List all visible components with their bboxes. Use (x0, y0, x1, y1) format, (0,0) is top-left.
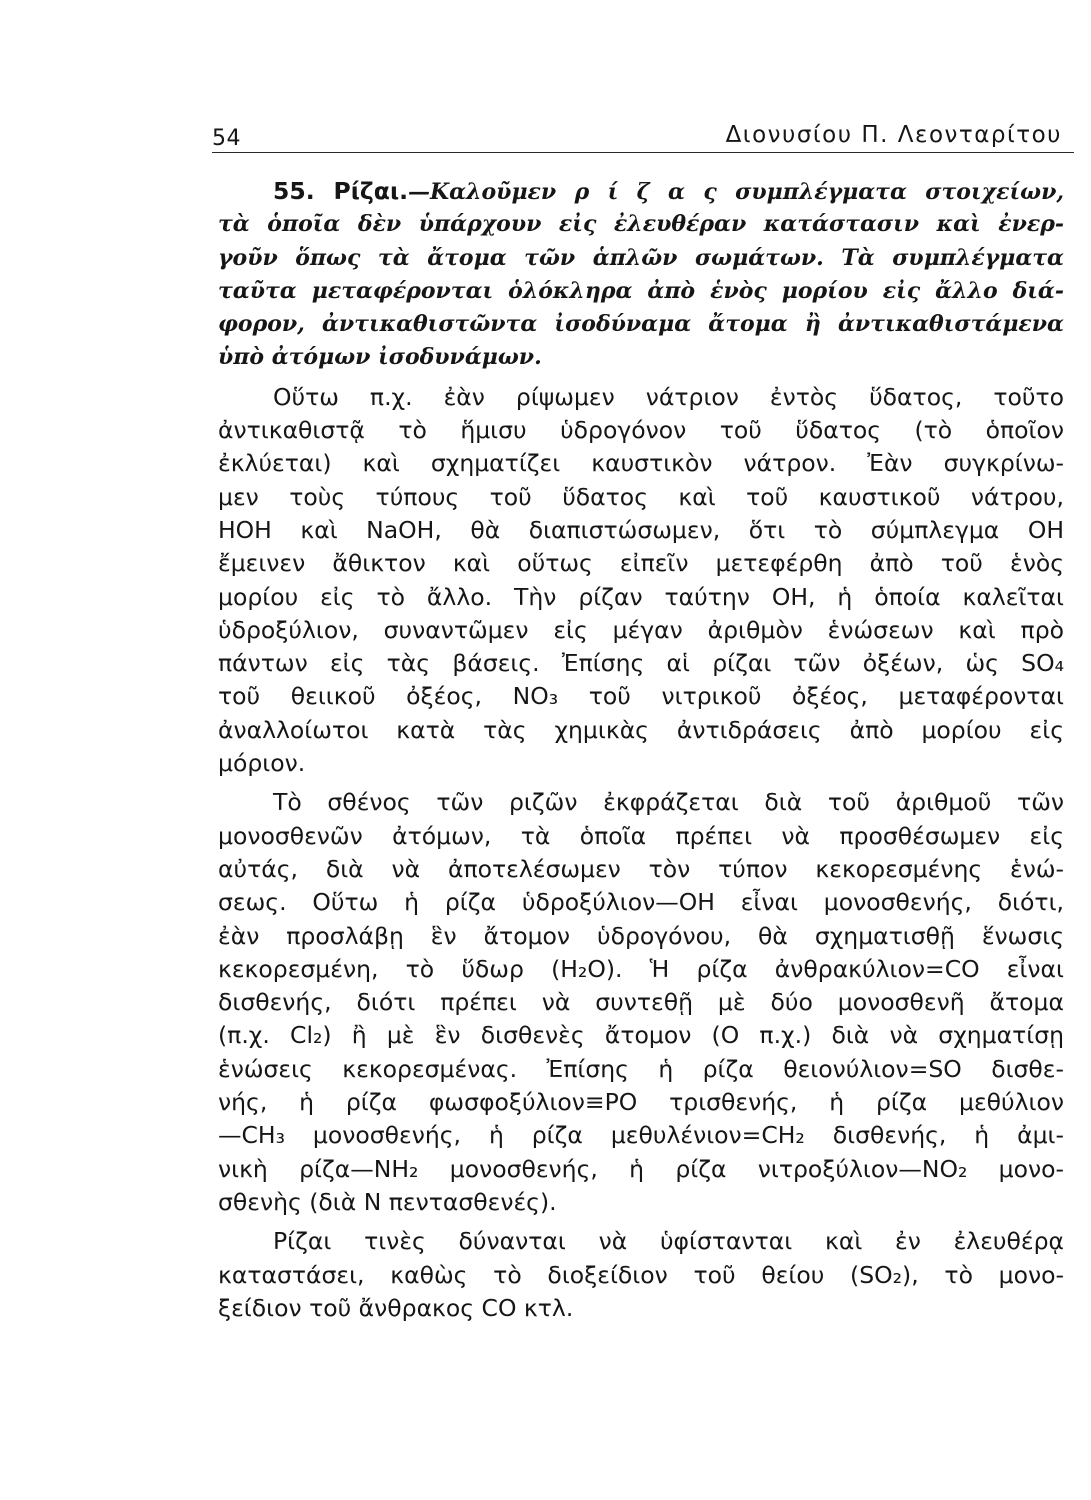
definition-line: ταῦτα μεταφέρονται ὁλόκληρα ἀπὸ ἑνὸς μορίου εἰς ἄλλο διά- (218, 277, 1064, 304)
paragraph-line: μορίου εἰς τὸ ἄλλο. Τὴν ρίζαν ταύτην OH, ἡ ὁποία καλεῖται (218, 582, 1064, 611)
paragraph-line: —CH₃ μονοσθενής, ἡ ρίζα μεθυλένιον=CH₂ δισθενής, ἡ ἀμι- (218, 1121, 1064, 1150)
definition-line: 55. Ρίζαι.—Καλοῦμεν ρ ί ζ α ς συμπλέγματα στοιχείων, (273, 177, 1064, 205)
paragraph-line: σθενὴς (διὰ N πεντασθενές). (218, 1187, 557, 1216)
paragraph-line: ἑνώσεις κεκορεσμένας. Ἐπίσης ἡ ρίζα θειονύλιον=SO δισθε- (218, 1054, 1064, 1083)
section-heading: 55. Ρίζαι. (273, 177, 409, 205)
page-number: 54 (212, 126, 241, 151)
paragraph-line: σεως. Οὕτω ἡ ρίζα ὑδροξύλιον—OH εἶναι μονοσθενής, διότι, (218, 888, 1064, 917)
definition-line: γοῦν ὅπως τὰ ἄτομα τῶν ἁπλῶν σωμάτων. Τὰ συμπλέγματα (218, 244, 1064, 271)
paragraph-line: ξείδιον τοῦ ἄνθρακος CO κτλ. (218, 1293, 574, 1322)
paragraph-line: νικὴ ρίζα—NH₂ μονοσθενής, ἡ ρίζα νιτροξύλιον—NO₂ μονο- (218, 1154, 1064, 1183)
definition-line: ὑπὸ ἀτόμων ἰσοδυνάμων. (218, 344, 542, 371)
paragraph-line: κεκορεσμένη, τὸ ὕδωρ (H₂O). Ἡ ρίζα ἀνθρακύλιον=CO εἶναι (218, 954, 1064, 983)
paragraph-line: πάντων εἰς τὰς βάσεις. Ἐπίσης αἱ ρίζαι τῶν ὀξέων, ὡς SO₄ (218, 649, 1064, 678)
paragraph-line: νής, ἡ ρίζα φωσφοξύλιον≡PO τρισθενής, ἡ ρίζα μεθύλιον (218, 1088, 1064, 1117)
paragraph-line: ἔμεινεν ἄθικτον καὶ οὕτως εἰπεῖν μετεφέρθη ἀπὸ τοῦ ἑνὸς (218, 549, 1064, 578)
paragraph-line: (π.χ. Cl₂) ἢ μὲ ἓν δισθενὲς ἄτομον (O π.χ.) διὰ νὰ σχηματίσῃ (218, 1021, 1064, 1050)
paragraph-line: δισθενής, διότι πρέπει νὰ συντεθῇ μὲ δύο μονοσθενῆ ἄτομα (218, 988, 1064, 1017)
paragraph-line: HOH καὶ NaOH, θὰ διαπιστώσωμεν, ὅτι τὸ σύμπλεγμα OH (218, 515, 1064, 544)
definition-line: τὰ ὁποῖα δὲν ὑπάρχουν εἰς ἐλευθέραν κατάστασιν καὶ ἐνερ- (218, 211, 1064, 238)
page-header (212, 118, 1074, 154)
paragraph-line: ἐκλύεται) καὶ σχηματίζει καυστικὸν νάτρον. Ἐὰν συγκρίνω- (218, 449, 1064, 478)
paragraph-line: ἀναλλοίωτοι κατὰ τὰς χημικὰς ἀντιδράσεις ἀπὸ μορίου εἰς (218, 715, 1064, 744)
paragraph-line: μονοσθενῶν ἀτόμων, τὰ ὁποῖα πρέπει νὰ προσθέσωμεν εἰς (218, 821, 1064, 850)
paragraph-line: Τὸ σθένος τῶν ριζῶν ἐκφράζεται διὰ τοῦ ἀριθμοῦ τῶν (273, 788, 1064, 817)
paragraph-line: Οὕτω π.χ. ἐὰν ρίψωμεν νάτριον ἐντὸς ὕδατος, τοῦτο (273, 382, 1064, 411)
paragraph-line: ὑδροξύλιον, συναντῶμεν εἰς μέγαν ἀριθμὸν ἑνώσεων καὶ πρὸ (218, 615, 1064, 644)
running-title: Διονυσίου Π. Λεονταρίτου (725, 122, 1062, 148)
paragraph-line: ἀντικαθιστᾷ τὸ ἥμισυ ὑδρογόνον τοῦ ὕδατος (τὸ ὁποῖον (218, 416, 1064, 445)
paragraph-line: μόριον. (218, 749, 306, 778)
paragraph-line: αὐτάς, διὰ νὰ ἀποτελέσωμεν τὸν τύπον κεκορεσμένης ἑνώ- (218, 854, 1064, 883)
paragraph-line: ἐὰν προσλάβῃ ἓν ἄτομον ὑδρογόνου, θὰ σχηματισθῇ ἕνωσις (218, 921, 1064, 950)
paragraph-line: καταστάσει, καθὼς τὸ διοξείδιον τοῦ θείου (SO₂), τὸ μονο- (218, 1260, 1064, 1289)
definition-line: φορον, ἀντικαθιστῶντα ἰσοδύναμα ἄτομα ἢ ἀντικαθιστάμενα (218, 311, 1064, 338)
header-rule (212, 152, 1074, 153)
paragraph-line: Ρίζαι τινὲς δύνανται νὰ ὑφίστανται καὶ ἐν ἐλευθέρᾳ (273, 1227, 1064, 1256)
paragraph-line: τοῦ θειικοῦ ὀξέος, NO₃ τοῦ νιτρικοῦ ὀξέος, μεταφέρονται (218, 682, 1064, 711)
paragraph-line: μεν τοὺς τύπους τοῦ ὕδατος καὶ τοῦ καυστικοῦ νάτρου, (218, 482, 1064, 511)
body-text (218, 175, 1064, 1325)
